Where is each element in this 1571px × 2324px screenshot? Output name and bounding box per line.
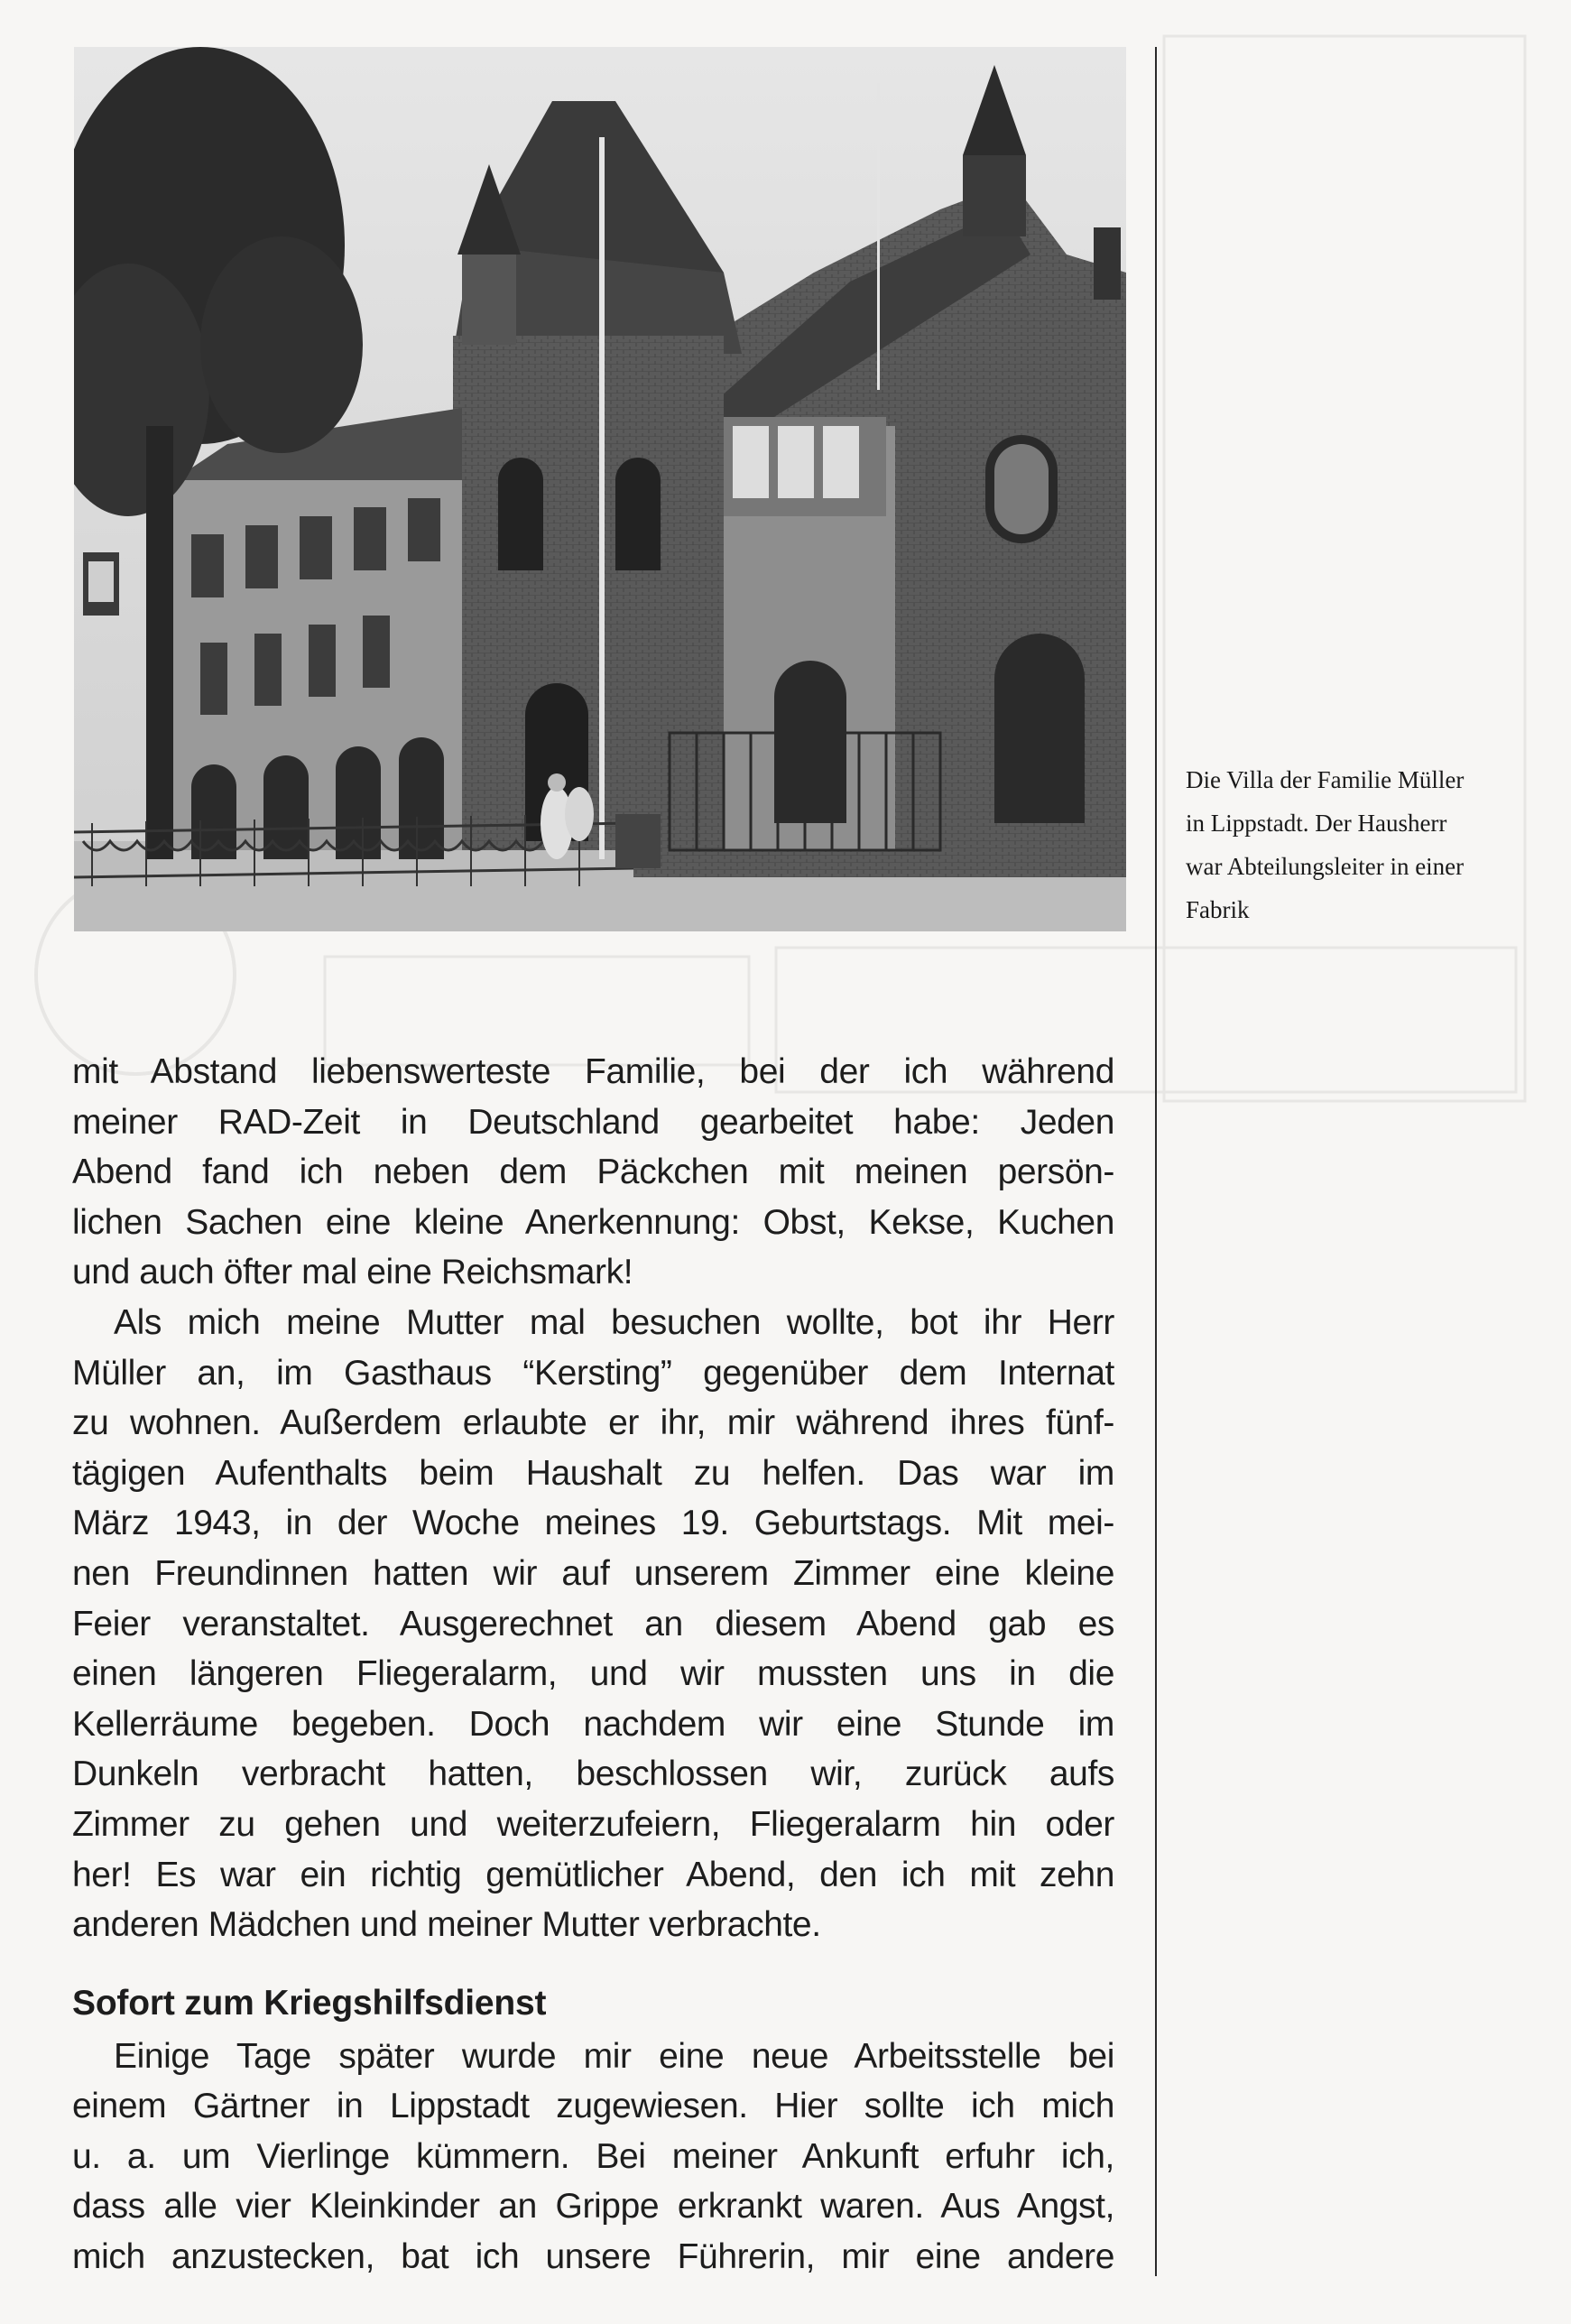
caption-line: in Lippstadt. Der Hausherr: [1186, 810, 1447, 837]
paragraph-line: Feier veranstaltet. Ausgerechnet an diesem Abend gab es: [72, 1604, 1114, 1643]
paragraph-line: Müller an, im Gasthaus “Kersting” gegenüber dem Internat: [72, 1353, 1114, 1393]
villa-illustration: [74, 47, 1126, 931]
photo-caption: [1186, 758, 1529, 931]
caption-line: war Abteilungsleiter in einer: [1186, 853, 1465, 880]
paragraph-line: her! Es war ein richtig gemütlicher Abend, den ich mit zehn: [72, 1855, 1114, 1894]
paragraph-line: Kellerräume begeben. Doch nachdem wir eine Stunde im: [72, 1704, 1114, 1744]
paragraph-line: lichen Sachen eine kleine Anerkennung: Obst, Kekse, Kuchen: [72, 1202, 1114, 1242]
column-divider: [1155, 47, 1157, 2276]
paragraph-line: Als mich meine Mutter mal besuchen wollte, bot ihr Herr: [114, 1302, 1114, 1342]
paragraph-line: Einige Tage später wurde mir eine neue Arbeitsstelle bei: [114, 2036, 1114, 2076]
paragraph-line: mich anzustecken, bat ich unsere Führerin, mir eine andere: [72, 2237, 1114, 2277]
caption-line: Die Villa der Familie Müller: [1186, 766, 1465, 793]
caption-line: Fabrik: [1186, 896, 1250, 923]
paragraph-line: mit Abstand liebenswerteste Familie, bei der ich während: [72, 1052, 1114, 1091]
article-body: [72, 1047, 1114, 2282]
paragraph-line: einen längeren Fliegeralarm, und wir mussten uns in die: [72, 1654, 1114, 1694]
paragraph-line: dass alle vier Kleinkinder an Grippe erkrankt waren. Aus Angst,: [72, 2187, 1114, 2227]
paragraph-line: u. a. um Vierlinge kümmern. Bei meiner Ankunft erfuhr ich,: [72, 2136, 1114, 2176]
paragraph-line: einem Gärtner in Lippstadt zugewiesen. Hier sollte ich mich: [72, 2087, 1114, 2126]
paragraph-line: tägigen Aufenthalts beim Haushalt zu helfen. Das war im: [72, 1453, 1114, 1493]
paragraph-line: Zimmer zu gehen und weiterzufeiern, Fliegeralarm hin oder: [72, 1804, 1114, 1844]
paragraph-line: Dunkeln verbracht hatten, beschlossen wir, zurück aufs: [72, 1755, 1114, 1794]
section-heading: Sofort zum Kriegshilfsdienst: [72, 1983, 547, 2023]
paragraph-line: nen Freundinnen hatten wir auf unserem Zimmer eine kleine: [72, 1553, 1114, 1593]
paragraph-line: und auch öfter mal eine Reichsmark!: [72, 1253, 633, 1292]
paragraph-line: zu wohnen. Außerdem erlaubte er ihr, mir während ihres fünf-: [72, 1403, 1114, 1443]
villa-photograph: [74, 47, 1126, 931]
paragraph-line: meiner RAD-Zeit in Deutschland gearbeitet habe: Jeden: [72, 1102, 1114, 1142]
paragraph-line: März 1943, in der Woche meines 19. Geburtstags. Mit mei-: [72, 1504, 1114, 1543]
paragraph-line: anderen Mädchen und meiner Mutter verbrachte.: [72, 1905, 821, 1945]
paragraph-line: Abend fand ich neben dem Päckchen mit meinen persön-: [72, 1153, 1114, 1192]
